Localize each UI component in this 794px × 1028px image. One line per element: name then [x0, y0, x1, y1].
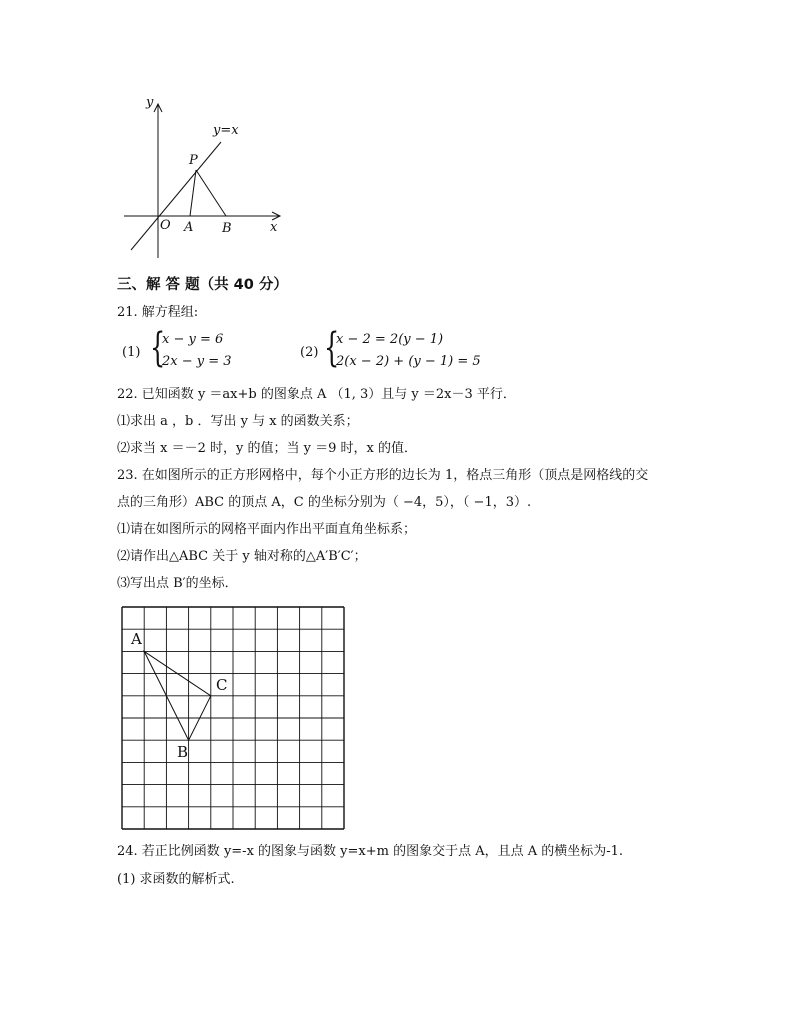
q21-part1-eq1: x − y = 6: [162, 332, 224, 347]
q23-sub1: ⑴请在如图所示的网格平面内作出平面直角坐标系；: [117, 522, 417, 537]
q21-stem: 21. 解方程组:: [117, 305, 199, 320]
grid-vertex-b: B: [177, 743, 189, 761]
grid-vertex-a: A: [131, 630, 142, 648]
q21-part2-eq1: x − 2 = 2(y − 1): [336, 332, 444, 347]
q24-stem: 24. 若正比例函数 y=-x 的图象与函数 y=x+m 的图象交于点 A，且点 A 的横坐标为-1.: [117, 844, 624, 859]
q21-part1-label: (1): [122, 345, 141, 360]
q22-sub2: ⑵求当 x ＝－2 时，y 的值；当 y ＝9 时，x 的值．: [117, 441, 417, 456]
q23-line2: 点的三角形）ABC 的顶点 A，C 的坐标分别为（ −4，5），（ −1，3）.: [117, 495, 532, 510]
q21-part2-eq2: 2(x − 2) + (y − 1) = 5: [336, 354, 481, 369]
fig1-point-p: P: [189, 153, 198, 168]
grid-vertex-c: C: [216, 676, 228, 694]
fig1-x-label: x: [270, 220, 278, 235]
fig1-origin-o: O: [160, 218, 171, 233]
q21-part2-label: (2): [300, 345, 319, 360]
q22-sub1: ⑴求出 a ，b ．写出 y 与 x 的函数关系；: [117, 414, 359, 429]
q23-sub3: ⑶写出点 B′的坐标．: [117, 576, 238, 591]
q23-sub2: ⑵请作出△ABC 关于 y 轴对称的△A′B′C′；: [117, 549, 367, 564]
q21-part2-brace: {: [324, 325, 340, 371]
fig1-point-b: B: [222, 221, 232, 236]
q23-line1: 23. 在如图所示的正方形网格中，每个小正方形的边长为 1，格点三角形（顶点是网格线的交: [117, 468, 649, 483]
section-3-title: 三、解 答 题（共 40 分）: [117, 277, 288, 293]
fig1-y-label: y: [146, 95, 154, 110]
fig1-line-label: y=x: [213, 123, 239, 138]
q21-part1-eq2: 2x − y = 3: [162, 354, 232, 369]
q21-part1-brace: {: [150, 325, 166, 371]
q24-sub1: (1) 求函数的解析式.: [117, 872, 235, 887]
q22-stem: 22. 已知函数 y ＝ax+b 的图象点 A （1, 3）且与 y ＝2x－3 平行．: [117, 387, 516, 402]
fig1-point-a: A: [184, 220, 194, 235]
